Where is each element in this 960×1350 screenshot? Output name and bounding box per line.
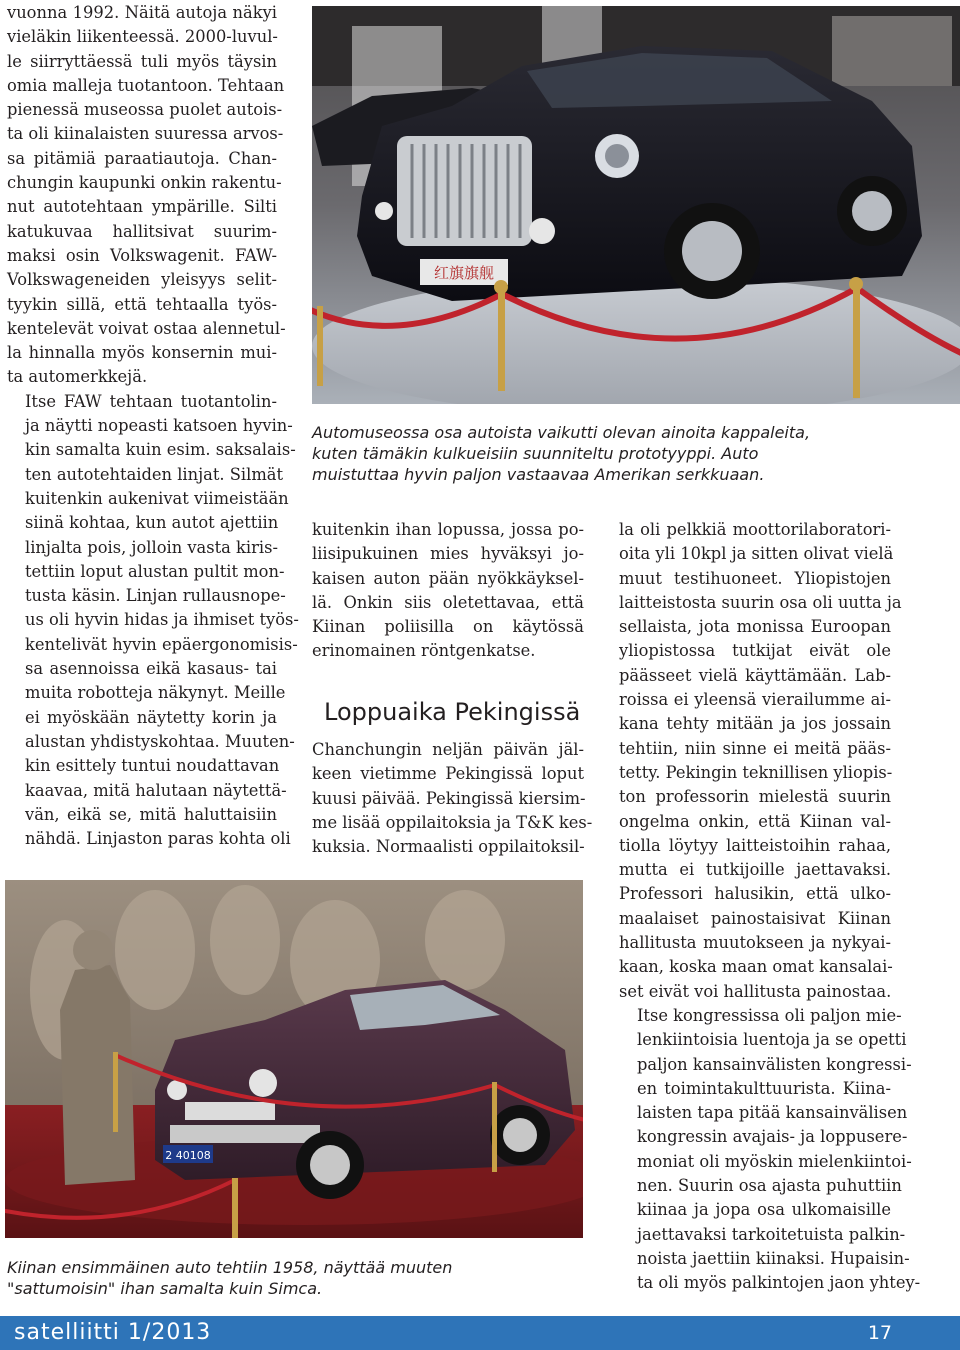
paragraph [619, 518, 902, 1004]
text-line: kiinaa ja jopa osa ulkomaisille [637, 1200, 891, 1220]
text-line: kin esittely tuntui noudattavan [25, 756, 280, 776]
text-line: tehtiin, niin sinne ei meitä pääs- [619, 738, 891, 758]
text-line: kuusi päivää. Pekingissä kiersim- [312, 788, 586, 808]
text-line: ta oli kiinalaisten suuressa arvos- [7, 124, 284, 144]
text-line: us oli hyvin hidas ja ihmiset työs- [25, 610, 299, 630]
text-line: vän, eikä se, mitä haluttaisiin [25, 804, 277, 824]
first-car-photo-caption [7, 1257, 567, 1299]
text-line: ja näytti nopeasti katsoen hyvin- [25, 416, 293, 436]
text-line: liisipukuinen mies hyväksyi jo- [312, 544, 584, 564]
left-text-column [7, 1, 299, 851]
text-line: kaan, koska maan omat kansalai- [619, 957, 893, 977]
text-line: Chanchungin neljän päivän jäl- [312, 740, 584, 759]
text-line: nähdä. Linjaston paras kohta oli [25, 829, 291, 849]
caption-line: kuten tämäkin kulkueisiin suunniteltu prototyyppi. Auto [312, 444, 759, 463]
text-line: vieläkin liikenteessä. 2000-luvul- [7, 27, 278, 47]
page-number: 17 [867, 1322, 892, 1344]
text-line: sellaista, jota monissa Euroopan [619, 617, 891, 637]
text-line: ei myöskään näytetty korin ja [25, 707, 277, 727]
text-line: tiolla löytyy laitteistoihin rahaa, [619, 835, 891, 855]
text-line: mutta ei tutkijoille jaettavaksi. [619, 860, 891, 880]
text-line: tusta käsin. Linjan rullausnope- [25, 586, 286, 606]
text-line: ten autotehtaiden linjat. Silmät [25, 464, 284, 484]
text-line: yliopistossa tutkijat eivät ole [619, 641, 891, 661]
text-line: kin samalta kuin esim. saksalais- [25, 440, 296, 460]
text-line: ta automerkkejä. [7, 367, 148, 387]
text-line: tyykin sillä, että tehtaalla työs- [7, 294, 277, 314]
text-line: roissa ei yleensä vierailumme ai- [619, 690, 891, 710]
text-line: kentelivät hyvin epäergonomisis- [25, 634, 298, 654]
text-line: set eivät voi hallitusta painostaa. [619, 981, 892, 1001]
text-line: kentelevät voivat ostaa alennetul- [7, 318, 286, 338]
text-line: la oli pelkkiä moottorilaboratori- [619, 520, 891, 539]
text-line: keen vietimme Pekingissä loput [312, 764, 584, 784]
paragraph [312, 518, 584, 664]
text-line: siinä kohtaa, kun autot ajettiin [25, 513, 279, 533]
text-line: ton professorin mielestä suurin [619, 787, 891, 807]
text-line: laisten tapa pitää kansainvälisen [637, 1103, 908, 1123]
text-line: tetty. Pekingin teknillisen yliopis- [619, 762, 893, 782]
text-line: alustan yhdistyskohtaa. Muuten- [25, 731, 295, 751]
paragraph [619, 1004, 921, 1296]
caption-line: "sattumoisin" ihan samalta kuin Simca. [7, 1279, 323, 1298]
text-line: muut testihuoneet. Yliopistojen [619, 568, 891, 588]
text-line: tettiin loput alustan pultit mon- [25, 561, 285, 581]
text-line: pienessä museossa puolet autois- [7, 100, 283, 120]
caption-line: muistuttaa hyvin paljon vastaavaa Amerikan serkkuaan. [312, 465, 765, 484]
publication-name: satelliitti 1/2013 [14, 1320, 212, 1345]
text-line: lenkiintoisia luentoja ja se opetti [637, 1030, 907, 1050]
text-line: la hinnalla myös konsernin mui- [7, 343, 277, 363]
text-line: Kiinan poliisilla on käytössä [312, 617, 584, 637]
text-line: noista jaettiin kiinaksi. Hupaisin- [637, 1248, 910, 1268]
text-line: kuitenkin ihan lopussa, jossa po- [312, 520, 584, 539]
text-line: maalaiset painostaisivat Kiinan [619, 908, 891, 928]
first-chinese-car-photo [5, 880, 583, 1238]
paragraph [312, 738, 593, 859]
text-line: laitteistosta suurin osa oli uutta ja [619, 592, 902, 612]
text-line: Volkswageneiden yleisyys selit- [7, 270, 277, 290]
text-line: oita yli 10kpl ja sitten olivat vielä [619, 544, 894, 564]
middle-text-column-bottom [312, 738, 593, 859]
text-line: lä. Onkin siis oletettavaa, että [312, 592, 584, 612]
text-line: katukuvaa hallitsivat suurim- [7, 221, 277, 241]
text-line: hallitusta muutokseen ja nykyai- [619, 933, 891, 953]
text-line: kaisen auton pään nyökkäyksel- [312, 568, 584, 588]
text-line: Itse FAW tehtaan tuotantolin- [25, 391, 277, 411]
text-line: paljon kansainvälisten kongressi- [637, 1054, 912, 1074]
text-line: kaavaa, mitä halutaan näytettä- [25, 780, 287, 800]
text-line: chungin kaupunki onkin rakentu- [7, 173, 282, 193]
caption-line: Kiinan ensimmäinen auto tehtiin 1958, näyttää muuten [7, 1258, 453, 1277]
hongqi-limousine-photo [312, 6, 960, 404]
text-line: nen. Suurin osa ajasta puhuttiin [637, 1176, 902, 1196]
text-line: kongressin avajais- ja loppusere- [637, 1127, 908, 1147]
text-line: me lisää oppilaitoksia ja T&K kes- [312, 812, 593, 832]
text-line: muita robotteja näkynyt. Meille [25, 683, 286, 703]
text-line: sa pitämiä paraatiautoja. Chan- [7, 148, 277, 168]
text-line: päässeet vielä käyttämään. Lab- [619, 665, 891, 685]
text-line: nut autotehtaan ympärille. Silti [7, 197, 277, 217]
text-line: ta oli myös palkintojen jaon yhtey- [637, 1273, 921, 1293]
text-line: sa asennoissa eikä kasaus- tai [25, 659, 277, 679]
text-line: ongelma onkin, että Kiinan val- [619, 811, 891, 831]
right-text-column [619, 518, 921, 1296]
hongqi-photo-caption [312, 422, 912, 485]
text-line: erinomainen röntgenkatse. [312, 641, 536, 661]
middle-text-column [312, 518, 584, 664]
text-line: kuitenkin aukenivat viimeistään [25, 488, 289, 508]
text-line: jaettavaksi tarkoitetuista palkin- [637, 1224, 906, 1244]
text-line: en toimintakulttuurista. Kiina- [637, 1078, 891, 1098]
text-line: vuonna 1992. Näitä autoja näkyi [7, 3, 277, 22]
text-line: omia malleja tuotantoon. Tehtaan [7, 75, 285, 95]
text-line: kana tehty mitään ja jos jossain [619, 714, 891, 734]
text-line: Professori halusikin, että ulko- [619, 884, 891, 904]
paragraph [7, 390, 299, 852]
text-line: maksi osin Volkswagenit. FAW- [7, 245, 277, 265]
paragraph [7, 1, 286, 390]
section-heading: Loppuaika Pekingissä [324, 698, 581, 726]
caption-line: Automuseossa osa autoista vaikutti olevan ainoita kappaleita, [312, 423, 811, 442]
license-plate: 2 40108 [165, 1149, 211, 1162]
text-line: kuksia. Normaalisti oppilaitoksil- [312, 837, 585, 857]
text-line: Itse kongressissa oli paljon mie- [637, 1005, 902, 1025]
text-line: moniat oli myöskin mielenkiintoi- [637, 1151, 912, 1171]
license-plate: 红旗旗舰 [433, 264, 495, 282]
text-line: le siirryttäessä tuli myös täysin [7, 51, 277, 71]
text-line: linjalta pois, jolloin vasta kiris- [25, 537, 278, 557]
